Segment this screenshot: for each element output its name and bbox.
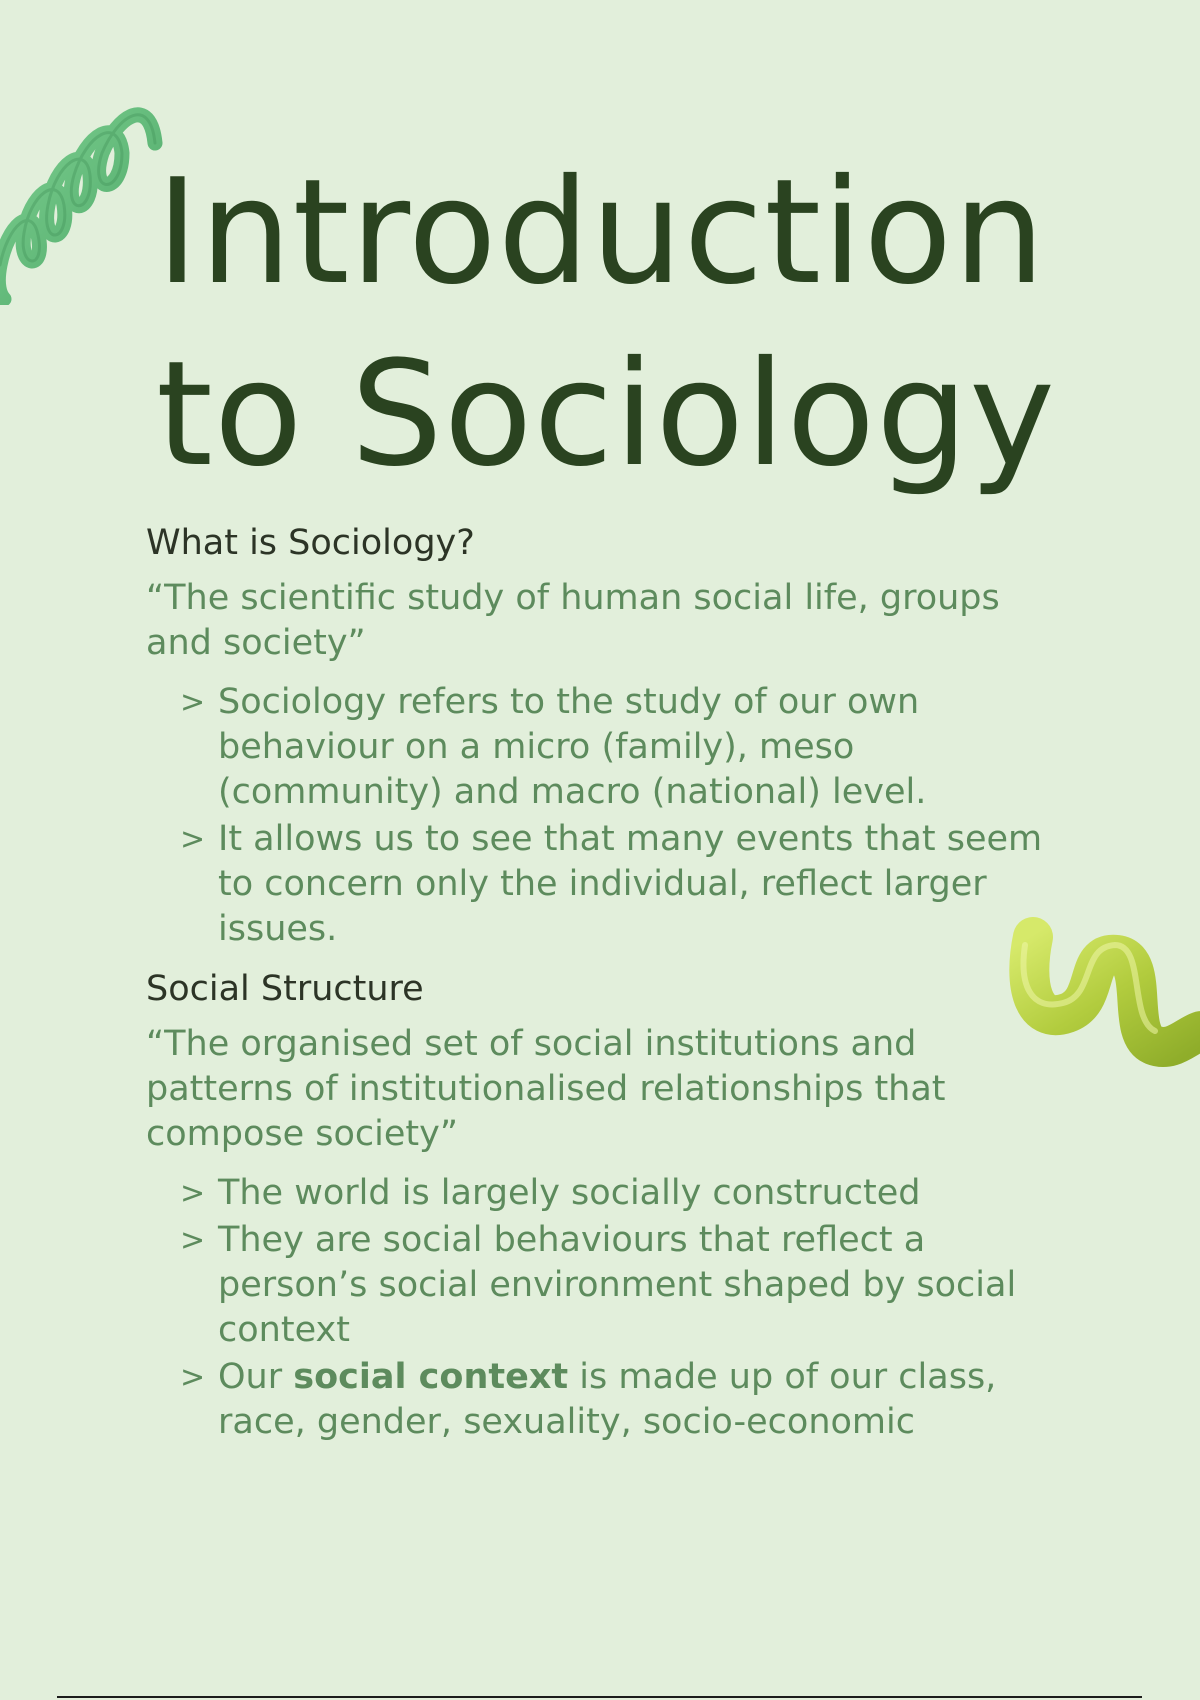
list-item-text: They are social behaviours that reflect a person’s social environment shaped by social context: [218, 1220, 1017, 1350]
content-body: [146, 520, 1066, 1447]
list-item: [146, 817, 1066, 952]
list-item: [146, 1171, 1066, 1216]
list-item: [146, 1218, 1066, 1353]
list-item: [146, 1355, 1066, 1445]
bullet-arrow-icon: >: [180, 1360, 206, 1395]
green-spiral-icon: [0, 55, 180, 305]
title-line-1: Introduction: [156, 148, 1047, 317]
emphasis-social-context: social context: [293, 1357, 569, 1397]
title-line-2: to Sociology: [156, 330, 1056, 499]
list-item-text-start: Our: [218, 1357, 294, 1397]
page-bottom-rule: [57, 1696, 1142, 1698]
list-item-text: The world is largely socially constructed: [218, 1173, 921, 1213]
bullet-arrow-icon: >: [180, 685, 206, 720]
section-social-structure: [146, 966, 1066, 1445]
bullet-arrow-icon: >: [180, 1176, 206, 1211]
list-item-text: It allows us to see that many events that seem to concern only the individual, reflect larger issues.: [218, 819, 1043, 949]
bullet-arrow-icon: >: [180, 1223, 206, 1258]
list-item-text-end: is made up of our class, race, gender, sexuality, socio-economic: [218, 1357, 997, 1442]
page-title: [156, 142, 1116, 506]
bullet-arrow-icon: >: [180, 822, 206, 857]
section-heading: What is Sociology?: [146, 523, 475, 563]
list-item-text: Sociology refers to the study of our own behaviour on a micro (family), meso (community) and macro (national) level.: [218, 682, 927, 812]
bullet-list: [146, 1171, 1066, 1445]
bullet-list: [146, 680, 1066, 952]
list-item: [146, 680, 1066, 815]
definition-quote: “The scientific study of human social life, groups and society”: [146, 578, 1000, 663]
section-what-is-sociology: [146, 520, 1066, 952]
section-heading: Social Structure: [146, 969, 424, 1009]
definition-quote: “The organised set of social institutions and patterns of institutionalised relationships that compose society”: [146, 1024, 946, 1154]
